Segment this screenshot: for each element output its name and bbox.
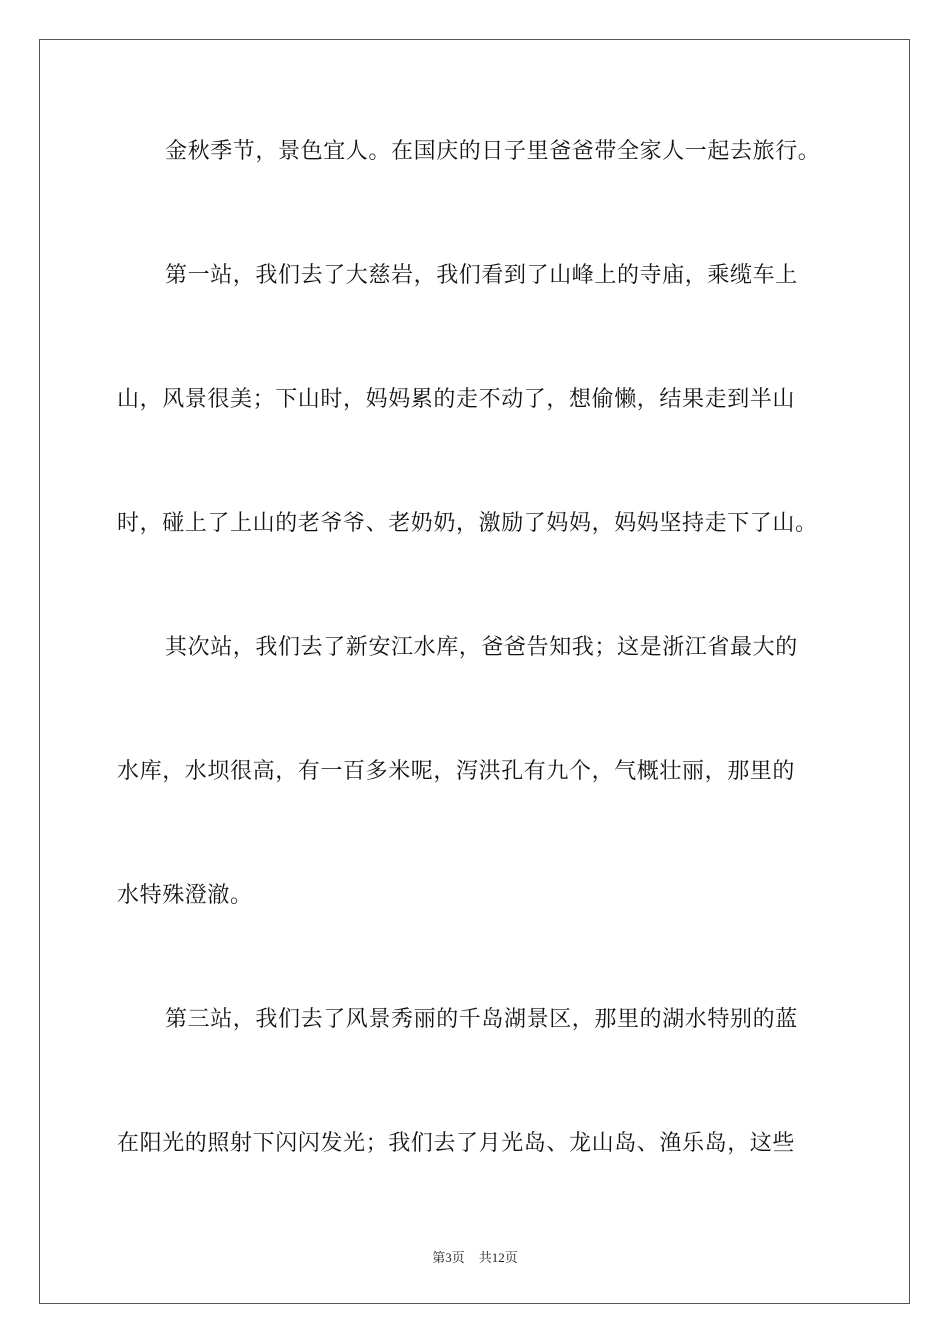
text-line-7: 水特殊澄澈。 (117, 883, 253, 908)
text-line-5: 其次站，我们去了新安江水库，爸爸告知我；这是浙江省最大的 (165, 635, 798, 660)
text-line-9: 在阳光的照射下闪闪发光；我们去了月光岛、龙山岛、渔乐岛，这些 (117, 1131, 796, 1156)
text-line-4: 时，碰上了上山的老爷爷、老奶奶，激励了妈妈，妈妈坚持走下了山。 (117, 511, 818, 536)
page-border (39, 39, 910, 1304)
text-line-6: 水库，水坝很高，有一百多米呢，泻洪孔有九个，气概壮丽，那里的 (117, 759, 796, 784)
text-line-8: 第三站，我们去了风景秀丽的千岛湖景区，那里的湖水特别的蓝 (165, 1007, 798, 1032)
page-total: 共12页 (478, 1250, 518, 1265)
page-footer (0, 1247, 950, 1266)
page-number: 第3页 (432, 1250, 465, 1265)
text-line-1: 金秋季节，景色宜人。在国庆的日子里爸爸带全家人一起去旅行。 (165, 139, 821, 164)
text-line-3: 山，风景很美；下山时，妈妈累的走不动了，想偷懒，结果走到半山 (117, 387, 796, 412)
text-line-2: 第一站，我们去了大慈岩，我们看到了山峰上的寺庙，乘缆车上 (165, 263, 798, 288)
